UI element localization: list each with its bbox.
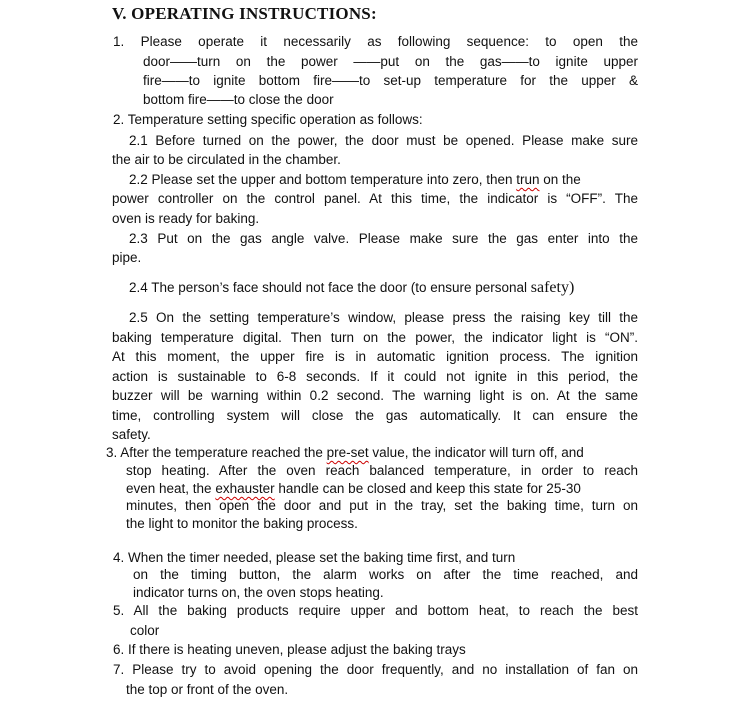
item-2-5-line-4: action is sustainable to 6-8 seconds. If it could not ignite in this period, the xyxy=(112,369,638,384)
item-5-line-1: 5. All the baking products require upper and bottom heat, to reach the best xyxy=(113,603,638,618)
item-3-text-b: value, the indicator will turn off, and xyxy=(368,445,584,460)
item-2-2-text-b: on the xyxy=(539,172,581,187)
item-2-5-line-7: safety. xyxy=(112,427,151,442)
flagged-word-pre-set: pre-set xyxy=(326,445,369,460)
item-2-5-line-6: time, controlling system will close the gas automatically. It can ensure the xyxy=(112,408,638,423)
item-2-1-line-2: the air to be circulated in the chamber. xyxy=(112,152,341,167)
item-2-3-line-2: pipe. xyxy=(112,250,142,265)
item-7-line-2: the top or front of the oven. xyxy=(126,682,289,697)
misspelled-word: trun xyxy=(516,172,540,187)
item-3-line-3 xyxy=(126,480,638,498)
item-3-line-4: minutes, then open the door and put in the tray, set the baking time, turn on xyxy=(126,498,638,513)
section-title: V. OPERATING INSTRUCTIONS: xyxy=(112,4,377,23)
item-2-5-line-2: baking temperature digital. Then turn on the power, the indicator light is “ON”. xyxy=(112,330,638,345)
item-2-heading: 2. Temperature setting specific operation as follows: xyxy=(113,112,423,127)
item-3-line-1 xyxy=(106,444,638,462)
item-3-line-2: stop heating. After the oven reach balanced temperature, in order to reach xyxy=(126,463,638,478)
item-3-text-d: handle can be closed and keep this state for 25-30 xyxy=(274,481,581,496)
item-1-line-2: door——turn on the power ——put on the gas——to ignite upper xyxy=(143,54,638,69)
item-1-line-4: bottom fire——to close the door xyxy=(143,92,334,107)
item-2-2-text-a: 2.2 Please set the upper and bottom temperature into zero, then xyxy=(129,172,517,187)
item-4-line-1: 4. When the timer needed, please set the baking time first, and turn xyxy=(113,550,516,565)
item-2-2-line-1 xyxy=(129,171,638,189)
item-3-text-c: even heat, the xyxy=(126,481,216,496)
item-2-4-line-1 xyxy=(129,279,574,297)
item-2-5-line-3: At this moment, the upper fire is in automatic ignition process. The ignition xyxy=(112,349,638,364)
flagged-word-exhauster: exhauster xyxy=(215,481,275,496)
item-3-line-5: the light to monitor the baking process. xyxy=(126,516,358,531)
item-7-line-1: 7. Please try to avoid opening the door frequently, and no installation of fan on xyxy=(113,662,638,677)
item-4-line-3: indicator turns on, the oven stops heating. xyxy=(133,585,384,600)
item-6-line-1: 6. If there is heating uneven, please adjust the baking trays xyxy=(113,642,466,657)
item-3-text-a: 3. After the temperature reached the xyxy=(106,445,327,460)
item-4-line-2: on the timing button, the alarm works on after the time reached, and xyxy=(133,567,638,582)
item-5-line-2: color xyxy=(130,623,160,638)
item-2-4-text-a: 2.4 The person’s face should not face the door (to ensure personal xyxy=(129,280,531,295)
item-1-line-3: fire——to ignite bottom fire——to set-up temperature for the upper & xyxy=(143,73,638,88)
item-2-5-line-1: 2.5 On the setting temperature’s window, please press the raising key till the xyxy=(129,310,638,325)
item-2-2-line-3: oven is ready for baking. xyxy=(112,211,260,226)
item-2-2-line-2: power controller on the control panel. At this time, the indicator is “OFF”. The xyxy=(112,191,638,206)
item-2-5-line-5: buzzer will be warning within 0.2 second. The warning light is on. At the same xyxy=(112,388,638,403)
item-1-line-1: 1. Please operate it necessarily as following sequence: to open the xyxy=(113,34,638,49)
item-2-3-line-1: 2.3 Put on the gas angle valve. Please make sure the gas enter into the xyxy=(129,231,638,246)
item-2-1-line-1: 2.1 Before turned on the power, the door must be opened. Please make sure xyxy=(129,133,638,148)
item-2-4-text-b: safety) xyxy=(530,279,575,296)
